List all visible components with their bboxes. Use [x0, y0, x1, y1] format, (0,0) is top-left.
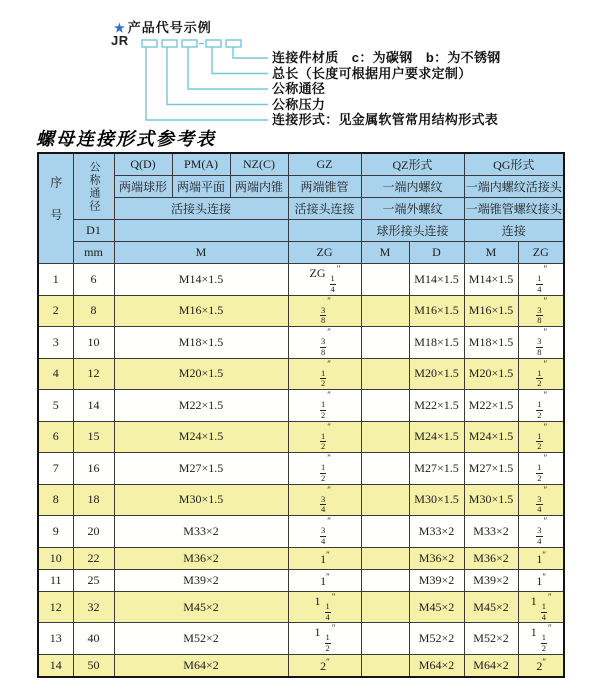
cell-gz-zg: 2″ [288, 654, 361, 677]
cell-gz-zg: ZG $\frac{1}{4}$ ″ [288, 264, 361, 296]
cell-qg-m: M33×2 [464, 516, 518, 548]
cell-dn-mm: 8 [73, 295, 114, 327]
header-seq-label: 序号 [48, 176, 63, 241]
cell-seq: 14 [38, 654, 73, 677]
cell-seq: 13 [38, 623, 73, 655]
header-row-1 [38, 153, 564, 176]
cell-qg-m: M27×1.5 [464, 453, 518, 485]
code-box [206, 40, 221, 47]
cell-dn-mm: 22 [73, 547, 114, 569]
cell-gz-zg: 1 $\frac{1}{2}$ ″ [288, 623, 361, 655]
cell-dn-mm: 10 [73, 327, 114, 359]
cell-qz-d: M33×2 [409, 516, 464, 548]
table-row [38, 390, 564, 422]
table-row [38, 358, 564, 390]
cell-qz-d: M39×2 [409, 569, 464, 591]
cell-dn-mm: 16 [73, 453, 114, 485]
table-row [38, 295, 564, 327]
cell-m-thread: M64×2 [114, 654, 288, 677]
cell-dn-mm: 32 [73, 591, 114, 623]
cell-qg-zg: 1 $\frac{1}{2}$ ″ [518, 623, 564, 655]
cell-seq: 7 [38, 453, 73, 485]
cell-dn-mm: 14 [73, 390, 114, 422]
cell-m-thread: M27×1.5 [114, 453, 288, 485]
header-q-sub: 两端球形 [114, 176, 172, 198]
cell-m-thread: M16×1.5 [114, 295, 288, 327]
header-qz-unit-m: M [361, 242, 409, 264]
cell-qz-d: M52×2 [409, 623, 464, 655]
header-mm: mm [73, 242, 114, 264]
cell-qg-zg: $\frac{1}{2}$ ″ [518, 421, 564, 453]
header-qz-external-thread: 一端外螺纹 [361, 198, 464, 220]
code-box [226, 40, 241, 47]
connector-line [233, 47, 268, 58]
connector-line [188, 47, 268, 89]
cell-gz-zg: $\frac{3}{4}$ ″ [288, 484, 361, 516]
cell-gz-zg: $\frac{3}{4}$ ″ [288, 516, 361, 548]
header-row-3 [38, 198, 564, 220]
cell-qg-m: M30×1.5 [464, 484, 518, 516]
cell-gz-zg: $\frac{3}{8}$ ″ [288, 295, 361, 327]
table-title: 螺母连接形式参考表 [36, 129, 216, 149]
cell-dn-mm: 20 [73, 516, 114, 548]
cell-qg-m: M39×2 [464, 569, 518, 591]
header-qg-unit-m: M [464, 242, 518, 264]
header-qg: QG形式 [464, 153, 564, 176]
cell-qz-m [361, 327, 409, 359]
cell-m-thread: M22×1.5 [114, 390, 288, 422]
cell-qz-m [361, 390, 409, 422]
cell-qg-zg: $\frac{3}{8}$ ″ [518, 295, 564, 327]
cell-qz-m [361, 484, 409, 516]
cell-qz-d: M30×1.5 [409, 484, 464, 516]
cell-qz-d: M20×1.5 [409, 358, 464, 390]
cell-qg-zg: 2″ [518, 654, 564, 677]
table-row [38, 547, 564, 569]
cell-qg-zg: $\frac{1}{4}$ ″ [518, 264, 564, 296]
cell-gz-zg: 1 $\frac{1}{4}$ ″ [288, 591, 361, 623]
cell-dn-mm: 40 [73, 623, 114, 655]
header-qz-ball-joint-connection: 球形接头连接 [361, 220, 464, 242]
table-row [38, 264, 564, 296]
header-gz-union-connection: 活接头连接 [288, 198, 361, 220]
header-row-5 [38, 242, 564, 264]
cell-m-thread: M14×1.5 [114, 264, 288, 296]
cell-seq: 11 [38, 569, 73, 591]
cell-seq: 2 [38, 295, 73, 327]
cell-qz-d: M24×1.5 [409, 421, 464, 453]
header-qg-connection: 连接 [464, 220, 564, 242]
cell-qz-d: M27×1.5 [409, 453, 464, 485]
table-header [38, 153, 564, 264]
cell-qz-m [361, 623, 409, 655]
cell-qz-m [361, 453, 409, 485]
header-nz-sub: 两端内锥 [230, 176, 288, 198]
cell-m-thread: M24×1.5 [114, 421, 288, 453]
cell-m-thread: M52×2 [114, 623, 288, 655]
cell-qg-zg: $\frac{3}{4}$ ″ [518, 484, 564, 516]
cell-dn-mm: 15 [73, 421, 114, 453]
star-icon: ★ [114, 21, 126, 35]
header-row-2 [38, 176, 564, 198]
cell-qg-zg: 1 $\frac{1}{4}$ ″ [518, 591, 564, 623]
table-row [38, 623, 564, 655]
header-seq [38, 153, 73, 264]
cell-qg-zg: $\frac{1}{2}$ ″ [518, 390, 564, 422]
cell-m-thread: M36×2 [114, 547, 288, 569]
cell-qg-m: M22×1.5 [464, 390, 518, 422]
cell-dn-mm: 25 [73, 569, 114, 591]
cell-dn-mm: 12 [73, 358, 114, 390]
diagram-label-pressure: 公称压力 [272, 97, 326, 112]
cell-qz-d: M22×1.5 [409, 390, 464, 422]
cell-qz-m [361, 295, 409, 327]
cell-m-thread: M33×2 [114, 516, 288, 548]
cell-seq: 4 [38, 358, 73, 390]
cell-qz-d: M16×1.5 [409, 295, 464, 327]
cell-dn-mm: 50 [73, 654, 114, 677]
cell-qz-m [361, 264, 409, 296]
table-row [38, 421, 564, 453]
table-body [38, 264, 564, 677]
cell-seq: 8 [38, 484, 73, 516]
cell-m-thread: M39×2 [114, 569, 288, 591]
cell-qg-m: M64×2 [464, 654, 518, 677]
header-union-connection: 活接头连接 [114, 198, 288, 220]
header-d1: D1 [73, 220, 114, 242]
table-row [38, 591, 564, 623]
table-row [38, 654, 564, 677]
header-gz: GZ [288, 153, 361, 176]
cell-qg-zg: $\frac{3}{4}$ ″ [518, 516, 564, 548]
cell-qg-m: M18×1.5 [464, 327, 518, 359]
diagram-label-diameter: 公称通径 [272, 81, 326, 96]
cell-seq: 5 [38, 390, 73, 422]
header-nominal-diameter-label: 公称通径 [88, 160, 100, 213]
cell-qg-zg: $\frac{1}{2}$ ″ [518, 453, 564, 485]
header-qg-unit-zg: ZG [518, 242, 564, 264]
cell-seq: 3 [38, 327, 73, 359]
cell-gz-zg: $\frac{1}{2}$ ″ [288, 421, 361, 453]
connector-line [167, 47, 268, 105]
code-box [182, 40, 197, 47]
header-qz-unit-d: D [409, 242, 464, 264]
header-pm: PM(A) [172, 153, 230, 176]
cell-qg-zg: $\frac{3}{8}$ ″ [518, 327, 564, 359]
cell-m-thread: M45×2 [114, 591, 288, 623]
cell-gz-zg: $\frac{1}{2}$ ″ [288, 390, 361, 422]
cell-seq: 9 [38, 516, 73, 548]
cell-qg-m: M52×2 [464, 623, 518, 655]
cell-seq: 6 [38, 421, 73, 453]
cell-qz-m [361, 516, 409, 548]
header-qz-sub: 一端内螺纹 [361, 176, 464, 198]
cell-qz-m [361, 358, 409, 390]
code-box [142, 40, 157, 47]
cell-qg-zg: 1″ [518, 569, 564, 591]
header-qg-sub: 一端内螺纹活接头 [464, 176, 564, 198]
header-gz-sub: 两端锥管 [288, 176, 361, 198]
diagram-label-connection: 连接形式：见金属软管常用结构形式表 [272, 112, 499, 127]
header-pm-sub: 两端平面 [172, 176, 230, 198]
header-nz: NZ(C) [230, 153, 288, 176]
connector-line [212, 47, 268, 74]
header-blank-gz [288, 220, 361, 242]
cell-gz-zg: $\frac{1}{2}$ ″ [288, 358, 361, 390]
cell-m-thread: M18×1.5 [114, 327, 288, 359]
table-row [38, 327, 564, 359]
header-blank-qpn [114, 220, 288, 242]
cell-qg-m: M45×2 [464, 591, 518, 623]
cell-qz-m [361, 547, 409, 569]
cell-qg-m: M36×2 [464, 547, 518, 569]
code-box [162, 40, 177, 47]
cell-dn-mm: 6 [73, 264, 114, 296]
header-qz: QZ形式 [361, 153, 464, 176]
header-nominal-diameter [73, 153, 114, 220]
header-qg-taper-joint: 一端锥管螺纹接头 [464, 198, 564, 220]
cell-dn-mm: 18 [73, 484, 114, 516]
cell-qg-m: M20×1.5 [464, 358, 518, 390]
cell-gz-zg: 1″ [288, 547, 361, 569]
cell-gz-zg: 1″ [288, 569, 361, 591]
table-row [38, 484, 564, 516]
cell-qz-d: M45×2 [409, 591, 464, 623]
cell-qz-m [361, 421, 409, 453]
diagram-label-material: 连接件材质 c：为碳钢 b：为不锈钢 [272, 50, 501, 65]
cell-qg-m: M16×1.5 [464, 295, 518, 327]
cell-seq: 1 [38, 264, 73, 296]
cell-gz-zg: $\frac{1}{2}$ ″ [288, 453, 361, 485]
header-unit-m: M [114, 242, 288, 264]
nut-connection-table [37, 152, 565, 678]
table-row [38, 516, 564, 548]
cell-seq: 10 [38, 547, 73, 569]
cell-qz-d: M18×1.5 [409, 327, 464, 359]
cell-qg-zg: $\frac{1}{2}$ ″ [518, 358, 564, 390]
cell-gz-zg: $\frac{3}{8}$ ″ [288, 327, 361, 359]
table-row [38, 569, 564, 591]
cell-m-thread: M30×1.5 [114, 484, 288, 516]
header-row-4 [38, 220, 564, 242]
diagram-label-length: 总长（长度可根据用户要求定制） [272, 66, 472, 81]
table-row [38, 453, 564, 485]
cell-m-thread: M20×1.5 [114, 358, 288, 390]
cell-qg-m: M24×1.5 [464, 421, 518, 453]
cell-qz-d: M64×2 [409, 654, 464, 677]
cell-qz-d: M14×1.5 [409, 264, 464, 296]
cell-qz-d: M36×2 [409, 547, 464, 569]
cell-seq: 12 [38, 591, 73, 623]
cell-qz-m [361, 591, 409, 623]
header-q: Q(D) [114, 153, 172, 176]
cell-qg-zg: 1″ [518, 547, 564, 569]
header-unit-zg: ZG [288, 242, 361, 264]
code-prefix: JR [111, 33, 129, 48]
cell-qz-m [361, 654, 409, 677]
cell-qg-m: M14×1.5 [464, 264, 518, 296]
diagram-heading-text: 产品代号示例 [127, 20, 212, 35]
cell-qz-m [361, 569, 409, 591]
